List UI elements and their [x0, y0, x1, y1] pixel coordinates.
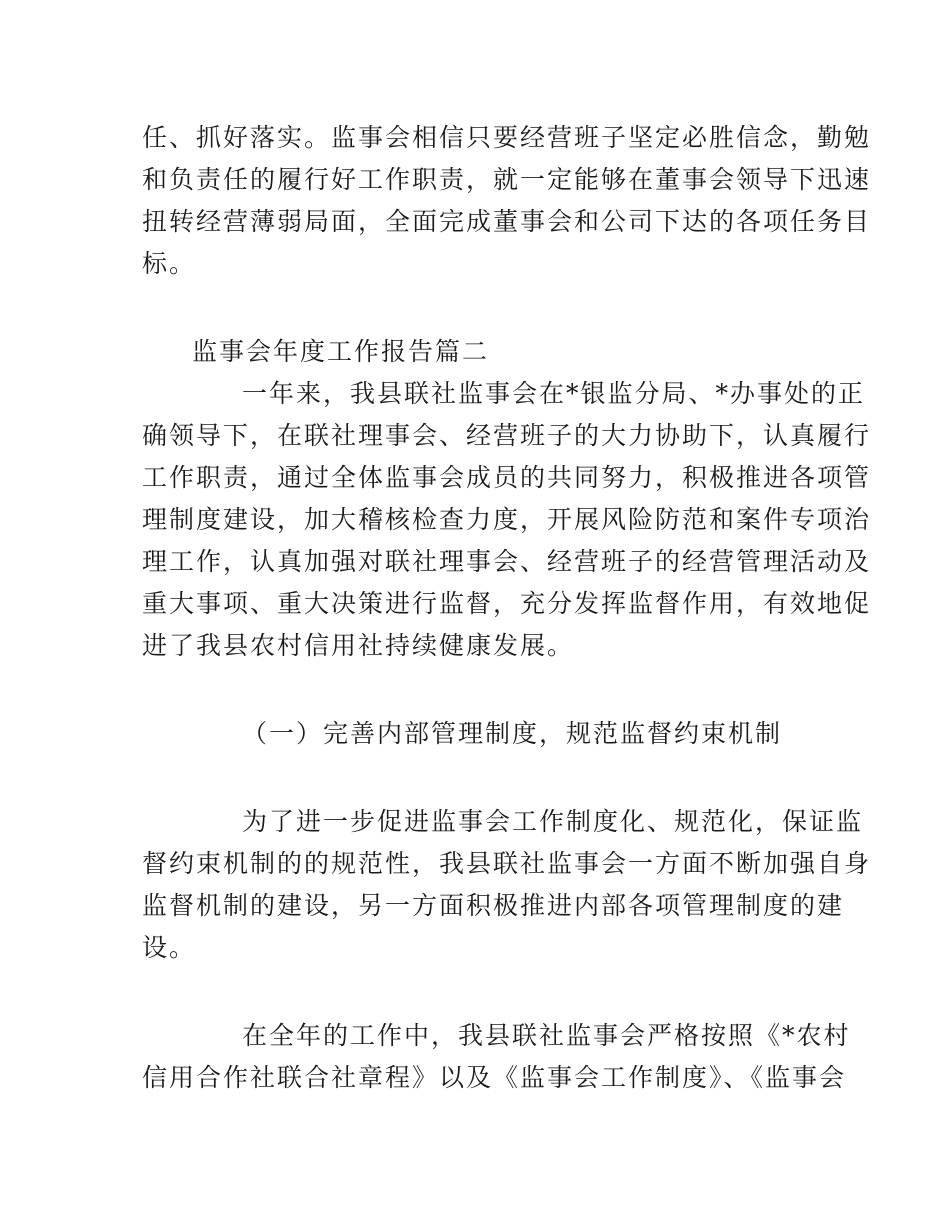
para2-line-1: 为了进一步促进监事会工作制度化、规范化，保证监 — [242, 807, 864, 836]
para1-line-2: 确领导下，在联社理事会、经营班子的大力协助下，认真履行 — [142, 421, 872, 450]
para3-line-2: 信用合作社联合社章程》以及《监事会工作制度》、《监事会 — [142, 1063, 847, 1092]
para1-line-7: 进了我县农村信用社持续健康发展。 — [142, 631, 575, 660]
para1-line-4: 理制度建设，加大稽核检查力度，开展风险防范和案件专项治 — [142, 505, 872, 534]
para1-line-1: 一年来，我县联社监事会在*银监分局、*办事处的正 — [242, 379, 866, 408]
para1-line-3: 工作职责，通过全体监事会成员的共同努力，积极推进各项管 — [142, 463, 872, 492]
section-title: 监事会年度工作报告篇二 — [192, 337, 490, 366]
para3-line-1: 在全年的工作中，我县联社监事会严格按照《*农村 — [242, 1021, 851, 1050]
intro-line-1: 任、抓好落实。监事会相信只要经营班子坚定必胜信念，勤勉 — [142, 123, 872, 152]
para1-line-6: 重大事项、重大决策进行监督，充分发挥监督作用，有效地促 — [142, 589, 872, 618]
para2-line-2: 督约束机制的的规范性，我县联社监事会一方面不断加强自身 — [142, 849, 872, 878]
para2-line-4: 设。 — [142, 933, 197, 962]
para1-line-5: 理工作，认真加强对联社理事会、经营班子的经营管理活动及 — [142, 547, 872, 576]
intro-line-4: 标。 — [142, 249, 197, 278]
para2-line-3: 监督机制的建设，另一方面积极推进内部各项管理制度的建 — [142, 891, 845, 920]
intro-line-2: 和负责任的履行好工作职责，就一定能够在董事会领导下迅速 — [142, 165, 872, 194]
intro-line-3: 扭转经营薄弱局面，全面完成董事会和公司下达的各项任务目 — [142, 207, 872, 236]
subheading: （一）完善内部管理制度，规范监督约束机制 — [242, 719, 783, 748]
